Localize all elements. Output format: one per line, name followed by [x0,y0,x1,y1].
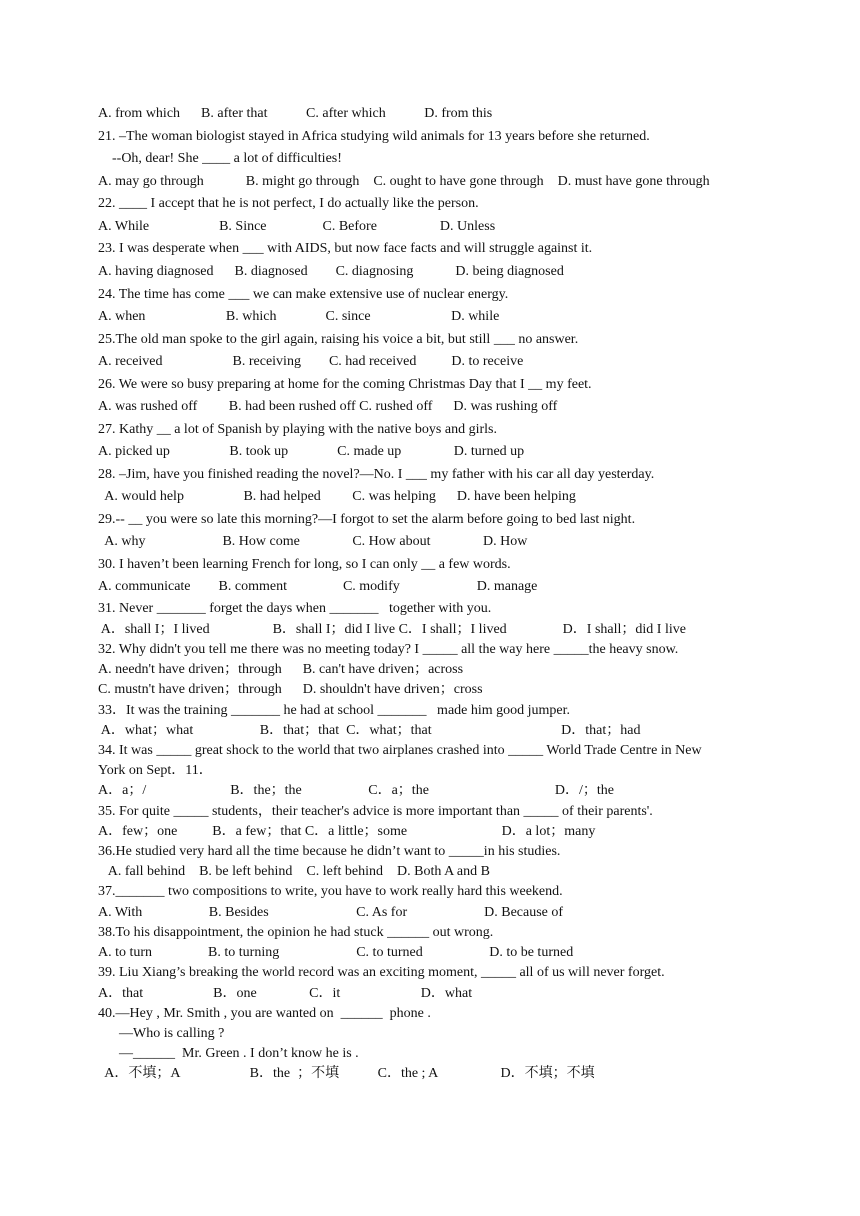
q35-stem: 35. For quite _____ students，their teacher's advice is more important than _____ of their parents'. [98,804,653,819]
q25-options: A. received B. receiving C. had received D. to receive [98,354,524,369]
q21-dialogue: --Oh, dear! She ____ a lot of difficulties! [98,151,342,166]
q22-options: A. While B. Since C. Before D. Unless [98,219,496,234]
q27-options: A. picked up B. took up C. made up D. turned up [98,444,525,459]
q33-options: A．what；what B．that；that C．what；that D．that；had [98,723,641,738]
q38-options: A. to turn B. to turning C. to turned D. to be turned [98,945,574,960]
q21-options: A. may go through B. might go through C. ought to have gone through D. must have gone through [98,174,710,189]
q40-stem: 40.—Hey , Mr. Smith , you are wanted on ______ phone . [98,1006,431,1021]
q20-options: A. from which B. after that C. after which D. from this [98,106,493,121]
q30-stem: 30. I haven’t been learning French for long, so I can only __ a few words. [98,557,511,572]
q26-options: A. was rushed off B. had been rushed off C. rushed off D. was rushing off [98,399,558,414]
q37-stem: 37._______ two compositions to write, you have to work really hard this weekend. [98,884,563,899]
q28-options: A. would help B. had helped C. was helping D. have been helping [98,489,576,504]
q37-options: A. With B. Besides C. As for D. Because of [98,905,564,920]
q21-stem: 21. –The woman biologist stayed in Africa studying wild animals for 13 years before she returned. [98,129,650,144]
q24-options: A. when B. which C. since D. while [98,309,500,324]
q32-stem: 32. Why didn't you tell me there was no meeting today? I _____ all the way here _____the heavy snow. [98,642,679,657]
q40-options: A．不填；A B．the ；不填 C．the ; A D．不填；不填 [98,1066,595,1081]
q22-stem: 22. ____ I accept that he is not perfect, I do actually like the person. [98,196,479,211]
q31-options: A．shall I；I lived B．shall I；did I live C．I shall；I lived D．I shall；did I live [98,622,686,637]
q36-stem: 36.He studied very hard all the time because he didn’t want to _____in his studies. [98,844,561,859]
q33-stem: 33．It was the training _______ he had at school _______ made him good jumper. [98,703,571,718]
q34-options: A．a；/ B．the；the C．a；the D．/；the [98,783,615,798]
q28-stem: 28. –Jim, have you finished reading the novel?—No. I ___ my father with his car all day yesterday. [98,467,655,482]
q24-stem: 24. The time has come ___ we can make extensive use of nuclear energy. [98,287,509,302]
q40-dialogue-1: —Who is calling ? [98,1026,225,1041]
q32-options-cd: C. mustn't have driven；through D. shouldn't have driven；cross [98,682,483,697]
q32-options-ab: A. needn't have driven；through B. can't have driven；across [98,662,464,677]
q39-stem: 39. Liu Xiang’s breaking the world record was an exciting moment, _____ all of us will never forget. [98,965,665,980]
q39-options: A．that B．one C．it D．what [98,986,473,1001]
q23-options: A. having diagnosed B. diagnosed C. diagnosing D. being diagnosed [98,264,564,279]
q25-stem: 25.The old man spoke to the girl again, raising his voice a bit, but still ___ no answer. [98,332,579,347]
q31-stem: 31. Never _______ forget the days when _______ together with you. [98,601,492,616]
q29-stem: 29.-- __ you were so late this morning?—I forgot to set the alarm before going to bed last night. [98,512,636,527]
q27-stem: 27. Kathy __ a lot of Spanish by playing with the native boys and girls. [98,422,497,437]
q29-options: A. why B. How come C. How about D. How [98,534,528,549]
q34-stem: 34. It was _____ great shock to the world that two airplanes crashed into _____ World Trade Centre in New [98,743,702,758]
q23-stem: 23. I was desperate when ___ with AIDS, but now face facts and will struggle against it. [98,241,593,256]
q34-stem-continued: York on Sept．11． [98,763,213,778]
q36-options: A. fall behind B. be left behind C. left behind D. Both A and B [98,864,490,879]
q35-options: A．few；one B．a few；that C．a little；some D．a lot；many [98,824,596,839]
q30-options: A. communicate B. comment C. modify D. manage [98,579,538,594]
q26-stem: 26. We were so busy preparing at home for the coming Christmas Day that I __ my feet. [98,377,592,392]
q38-stem: 38.To his disappointment, the opinion he had stuck ______ out wrong. [98,925,494,940]
q40-dialogue-2: —______ Mr. Green . I don’t know he is . [98,1046,359,1061]
